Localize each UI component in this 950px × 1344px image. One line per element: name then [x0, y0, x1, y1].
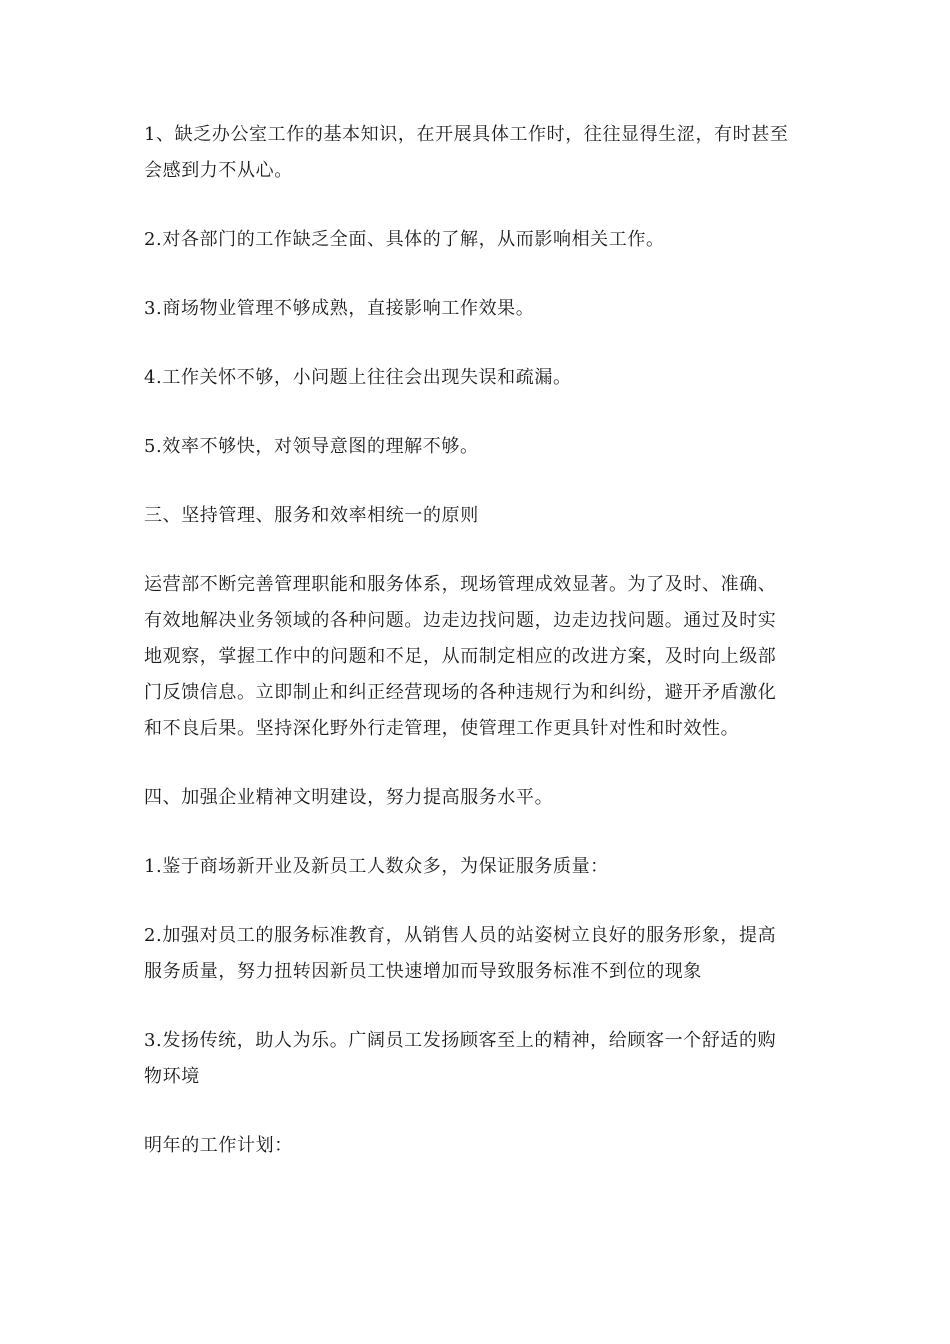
paragraph-operations [144, 567, 809, 747]
section-heading-3 [144, 498, 809, 534]
text-line: 四、加强企业精神文明建设，努力提高服务水平。 [144, 787, 554, 808]
text-line: 3.发扬传统，助人为乐。广阔员工发扬顾客至上的精神，给顾客一个舒适的购 [144, 1030, 777, 1051]
text-line: 1、缺乏办公室工作的基本知识，在开展具体工作时，往往显得生涩，有时甚至 [144, 124, 789, 145]
paragraph-issue-4 [144, 360, 809, 396]
paragraph-service-3 [144, 1023, 809, 1095]
paragraph-issue-2 [144, 222, 809, 258]
text-line: 门反馈信息。立即制止和纠正经营现场的各种违规行为和纠纷，避开矛盾激化 [144, 682, 777, 703]
text-line: 2.加强对员工的服务标准教育，从销售人员的站姿树立良好的服务形象，提高 [144, 925, 777, 946]
text-line: 服务质量，努力扭转因新员工快速增加而导致服务标准不到位的现象 [144, 961, 702, 982]
text-line: 有效地解决业务领域的各种问题。边走边找问题，边走边找问题。通过及时实 [144, 610, 777, 631]
text-line: 运营部不断完善管理职能和服务体系，现场管理成效显著。为了及时、准确、 [144, 574, 777, 595]
text-line: 地观察，掌握工作中的问题和不足，从而制定相应的改进方案，及时向上级部 [144, 646, 777, 667]
text-line: 3.商场物业管理不够成熟，直接影响工作效果。 [144, 298, 535, 319]
paragraph-service-2 [144, 918, 809, 990]
text-line: 会感到力不从心。 [144, 160, 293, 181]
paragraph-issue-5 [144, 429, 809, 465]
section-heading-4 [144, 780, 809, 816]
text-line: 4.工作关怀不够，小问题上往往会出现失误和疏漏。 [144, 367, 572, 388]
text-line: 2.对各部门的工作缺乏全面、具体的了解，从而影响相关工作。 [144, 229, 665, 250]
document-body [144, 117, 809, 1197]
paragraph-next-year-plan [144, 1128, 809, 1164]
text-line: 三、坚持管理、服务和效率相统一的原则 [144, 505, 479, 526]
text-line: 和不良后果。坚持深化野外行走管理，使管理工作更具针对性和时效性。 [144, 718, 740, 739]
paragraph-issue-1 [144, 117, 809, 189]
text-line: 5.效率不够快，对领导意图的理解不够。 [144, 436, 479, 457]
text-line: 明年的工作计划： [144, 1135, 293, 1156]
text-line: 1.鉴于商场新开业及新员工人数众多，为保证服务质量： [144, 856, 609, 877]
paragraph-service-1 [144, 849, 809, 885]
paragraph-issue-3 [144, 291, 809, 327]
text-line: 物环境 [144, 1066, 200, 1087]
